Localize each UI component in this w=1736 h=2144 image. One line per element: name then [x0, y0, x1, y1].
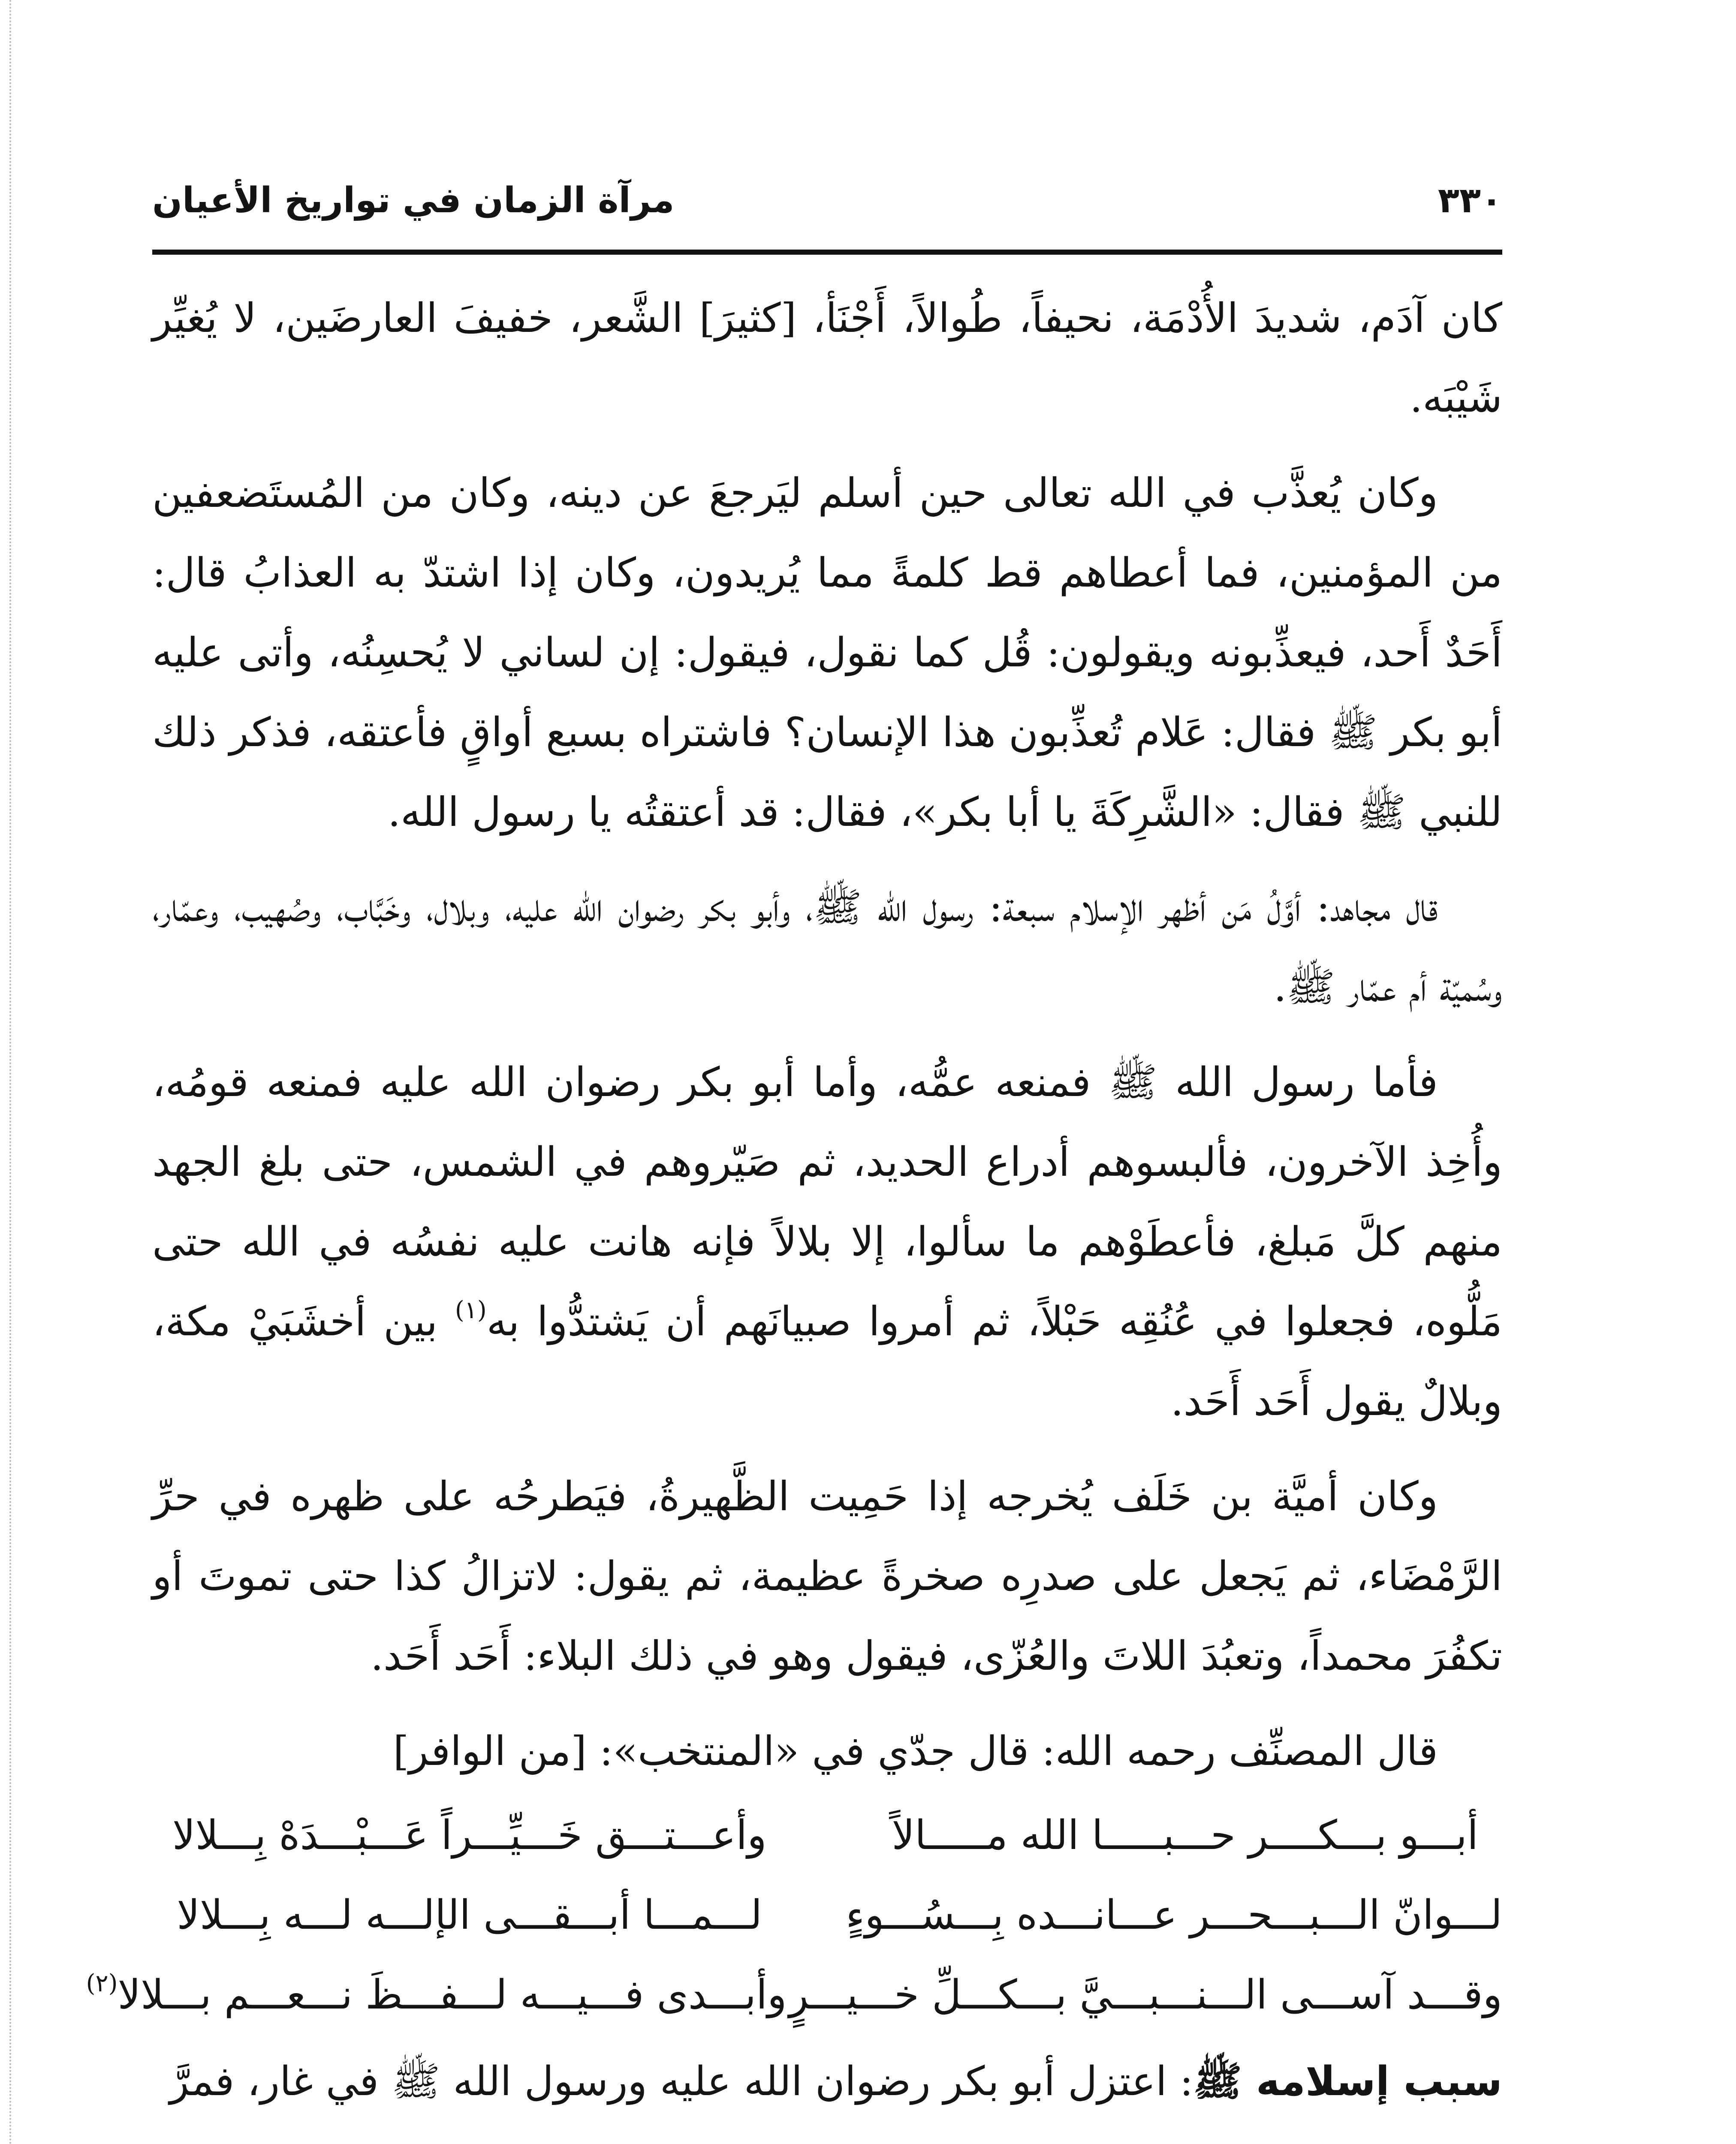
- paragraph-description: كان آدَم، شديدَ الأُدْمَة، نحيفاً، طُوالاً، أَجْنَأ، [كثيرَ] الشَّعر، خفيفَ العارضَين، لا يُغيِّر شَيْبَه.: [152, 295, 1502, 422]
- poem-hemistich: أبـــو بـــكــــر حـــبـــــا الله مـــــالاً: [892, 1812, 1479, 1859]
- paragraph-persecution-text-a: فأما رسول الله ﷺ فمنعه عمُّه، وأما أبو بكر رضوان الله عليه فمنعه قومُه، وأُخِذ الآخرون، فألبسوهم أدراع الحديد، ثم صَيّروهم في الشمس، حتى بلغ الجهد منهم كلَّ مَبلغ، فأعطَوْهم ما سألوا، إلا بلالاً فإنه هانت عليه نفسُه في الله حتى مَلُّوه، فجعلوا في عُنُقِه حَبْلاً، ثم أمروا صبيانَهم أن يَشتدُّوا به: [152, 1059, 1503, 1345]
- paragraph-first-muslims: قال مجاهد: أوَّلُ مَن أظهر الإسلام سبعة: رسول الله ﷺ، وأبو بكر رضوان الله عليه، وبلال، وخَبَّاب، وصُهيب، وعمّار، وسُميّة أم عمّار ﷺ.: [152, 884, 1502, 1011]
- poem-verse-2: [152, 1876, 1502, 1955]
- running-header: [152, 172, 1502, 240]
- footnote-ref-2: (٢): [86, 1969, 118, 1997]
- main-text: [86, 279, 1503, 2137]
- paragraph-cause-text: : اعتزل أبو بكر رضوان الله عليه ورسول الله ﷺ في غار، فمرَّ: [169, 2058, 1194, 2105]
- scan-edge-line: [9, 0, 11, 2144]
- paragraph-persecution-text-b: بين أخشَبَيْ مكة، وبلالٌ يقول أَحَد أَحَد.: [152, 1298, 1502, 1425]
- poem: [86, 1796, 1502, 2035]
- paragraph-cause-of-islam: [152, 2042, 1502, 2122]
- page-number: ٣٣٠: [1438, 180, 1502, 221]
- poem-hemistich: وقـــد آســـى الـــنـــبـــيَّ بـــكـــلِّ خـــيـــرٍ: [789, 1972, 1502, 2018]
- poem-hemistich: وأعـــتـــق خَـــيِّـــراً عَـــبْـــدَهْ بِـــلالا: [172, 1812, 767, 1859]
- poem-verse-3: [86, 1955, 1502, 2035]
- paragraph-persecution: [152, 1043, 1502, 1442]
- poem-hemistich: لـــمـــا أبـــقـــى الإلـــه لـــه بِـــلالا: [177, 1892, 763, 1939]
- paragraph-poem-intro: قال المصنِّف رحمه الله: قال جدّي في «المنتخب»: [من الوافر]: [393, 1728, 1438, 1775]
- poem-verse-1: [152, 1796, 1502, 1876]
- section-heading-inline: سبب إسلامه ﷺ: [1193, 2058, 1502, 2105]
- footnote-ref-1: (١): [455, 1296, 487, 1324]
- header-rule: [152, 250, 1502, 255]
- paragraph-torture: وكان يُعذَّب في الله تعالى حين أسلم ليَرجعَ عن دينه، وكان من المُستَضعفين من المؤمنين، فما أعطاهم قط كلمةً مما يُريدون، وكان إذا اشتدّ به العذابُ قال: أَحَدٌ أَحد، فيعذِّبونه ويقولون: قُل كما نقول، فيقول: إن لساني لا يُحسِنُه، وأتى عليه أبو بكر ﷺ فقال: عَلام تُعذِّبون هذا الإنسان؟ فاشتراه بسبع أواقٍ فأعتقه، فذكر ذلك للنبي ﷺ فقال: «الشَّرِكَةَ يا أبا بكر»، فقال: قد أعتقتُه يا رسول الله.: [152, 470, 1502, 836]
- book-title: مرآة الزمان في تواريخ الأعيان: [152, 180, 675, 221]
- paragraph-umayya: وكان أميَّة بن خَلَف يُخرجه إذا حَمِيت الظَّهيرةُ، فيَطرحُه على ظهره في حرِّ الرَّمْضَاء، ثم يَجعل على صدرِه صخرةً عظيمة، ثم يقول: لاتزالُ كذا حتى تموتَ أو تكفُرَ محمداً، وتعبُدَ اللاتَ والعُزّى، فيقول وهو في ذلك البلاء: أَحَد أَحَد.: [152, 1473, 1502, 1680]
- poem-hemistich-text: وأبـــدى فـــيـــه لـــفـــظَ نـــعـــم بـــلالا: [118, 1972, 787, 2018]
- poem-hemistich: لـــوانّ الـــبـــحـــر عـــانـــده بِـــسُـــوءٍ: [846, 1892, 1502, 1939]
- poem-hemistich: [86, 1955, 787, 2035]
